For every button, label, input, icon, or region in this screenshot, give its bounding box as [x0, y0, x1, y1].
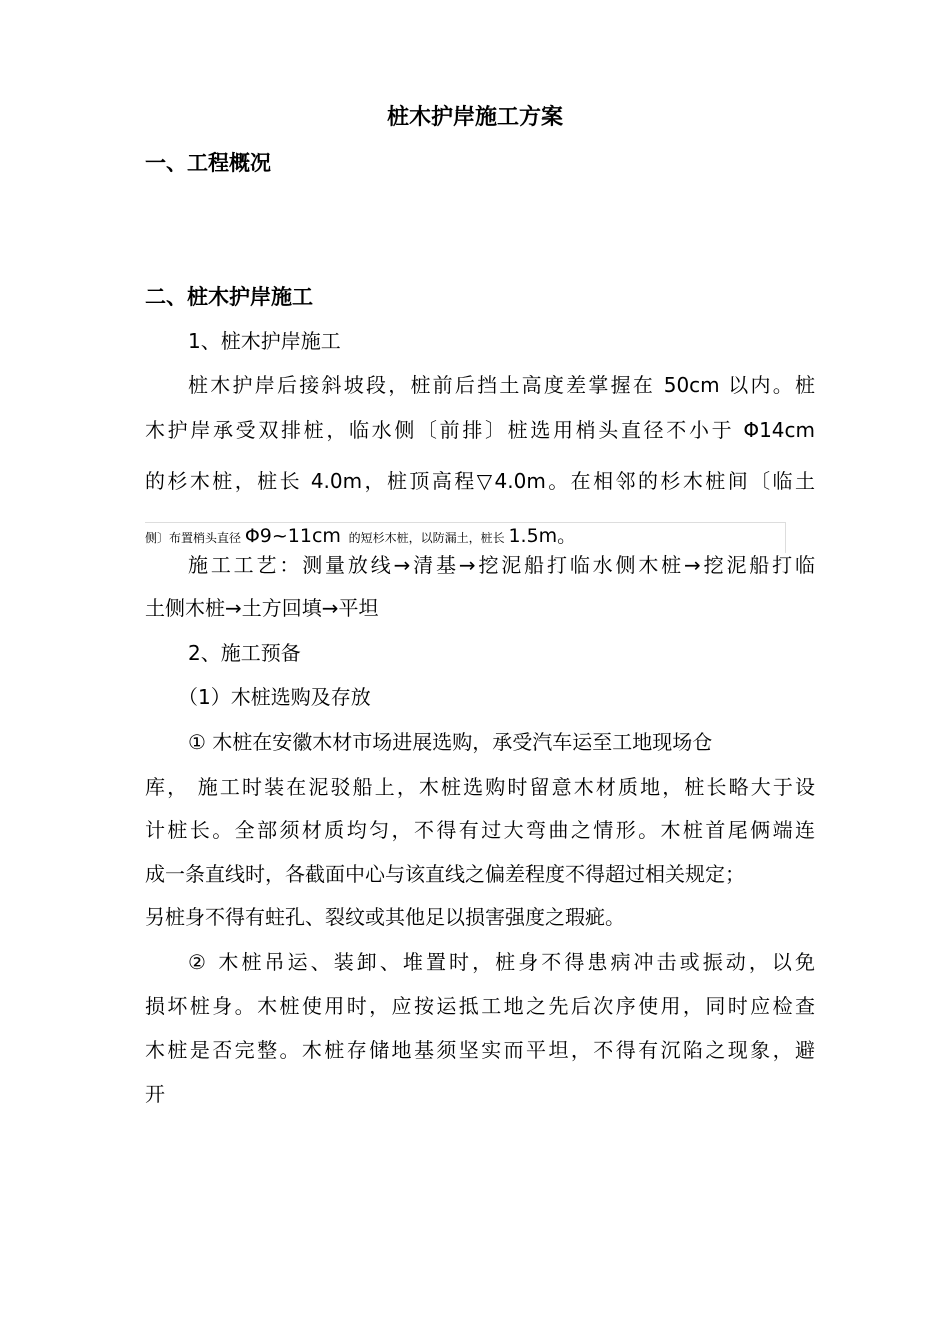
- paragraph-line: 施工工艺：测量放线→清基→挖泥船打临水侧木桩→挖泥船打临: [188, 553, 815, 577]
- subheading-pile-purchase: （1）木桩选购及存放: [178, 685, 371, 709]
- paragraph-line: 木护岸承受双排桩，临水侧〔前排〕桩选用梢头直径不小于 Φ14cm: [145, 418, 815, 442]
- section-heading-construction: 二、桩木护岸施工: [145, 285, 313, 309]
- paragraph-line: 木桩是否完整。木桩存储地基须坚实而平坦，不得有沉陷之现象，避: [145, 1038, 815, 1062]
- paragraph-line: 土侧木桩→土方回填→平坦: [145, 596, 379, 620]
- document-title: 桩木护岸施工方案: [386, 105, 563, 130]
- paragraph-line-small: [145, 522, 786, 553]
- paragraph-line: 计桩长。全部须材质均匀，不得有过大弯曲之情形。木桩首尾俩端连: [145, 818, 815, 842]
- paragraph-line: 损坏桩身。木桩使用时，应按运抵工地之先后次序使用，同时应检查: [145, 994, 815, 1018]
- text: 的短杉木桩，以防漏土，桩长: [348, 531, 505, 545]
- paragraph-line: 的杉木桩，桩长 4.0m，桩顶高程▽4.0m。在相邻的杉木桩间〔临土: [145, 469, 815, 493]
- text: 侧〕布置梢头直径: [145, 531, 242, 545]
- paragraph-line: 开: [145, 1082, 165, 1106]
- paragraph-line: 库， 施工时装在泥驳船上，木桩选购时留意木材质地，桩长略大于设: [145, 775, 815, 799]
- paragraph-line: ② 木桩吊运、装卸、堆置时，桩身不得患病冲击或振动，以免: [188, 950, 815, 974]
- section-heading-overview: 一、工程概况: [145, 151, 271, 175]
- subheading-preparation: 2、施工预备: [188, 641, 301, 665]
- subheading-pile-construction: 1、桩木护岸施工: [188, 329, 341, 353]
- paragraph-line: ① 木桩在安徽木材市场进展选购，承受汽车运至工地现场仓: [188, 730, 713, 754]
- paragraph-line: 成一条直线时，各截面中心与该直线之偏差程度不得超过相关规定；: [145, 862, 745, 886]
- paragraph-line: 桩木护岸后接斜坡段，桩前后挡土高度差掌握在 50cm 以内。桩: [188, 373, 815, 397]
- text: Φ9~11cm: [244, 525, 341, 547]
- paragraph-line: 另桩身不得有蛀孔、裂纹或其他足以损害强度之瑕疵。: [145, 905, 625, 929]
- text: 1.5m。: [508, 525, 577, 547]
